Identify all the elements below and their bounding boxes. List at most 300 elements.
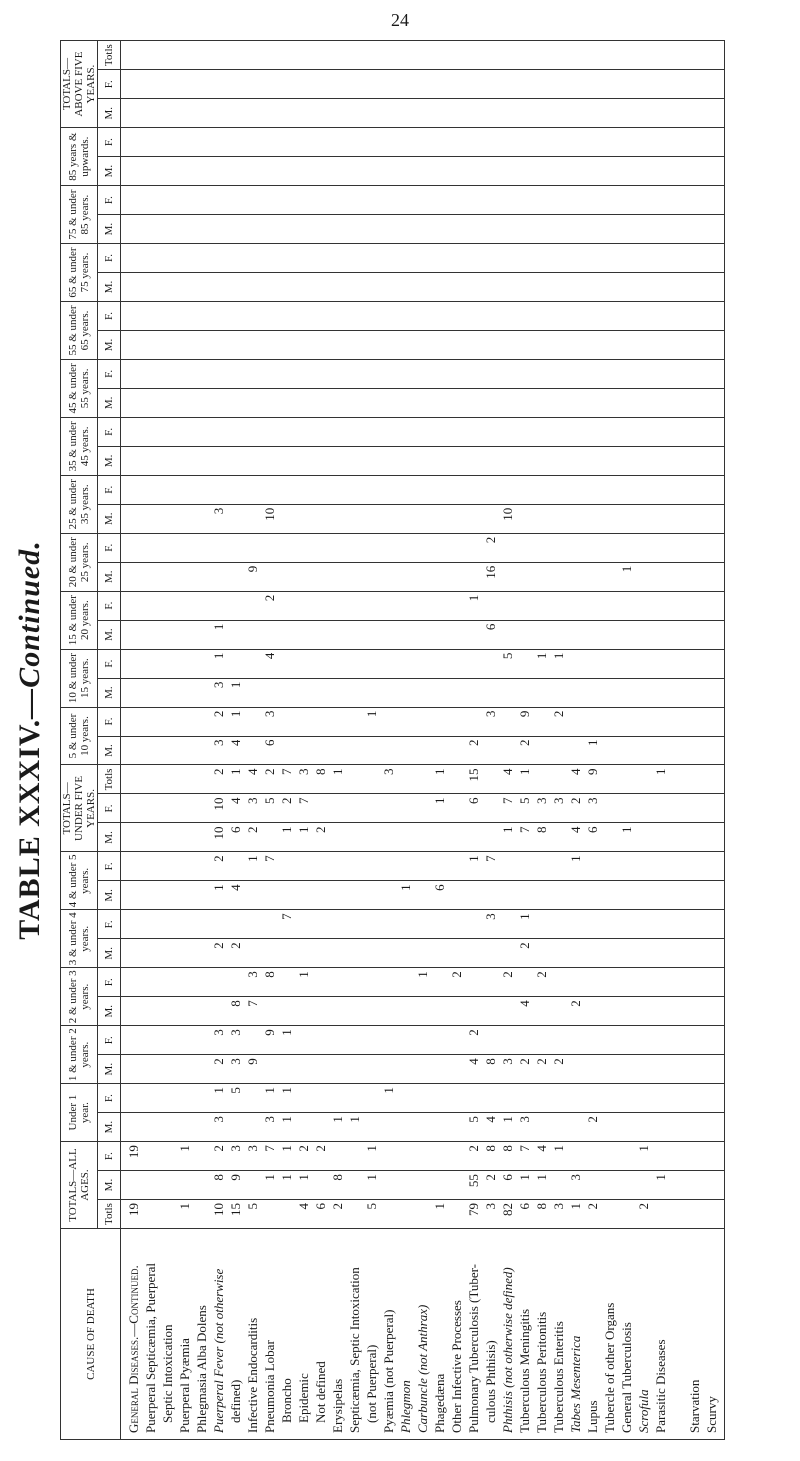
value-cell	[567, 1087, 584, 1109]
value-cell	[431, 711, 448, 733]
value-cell	[686, 913, 703, 935]
value-cell	[516, 305, 533, 327]
value-cell	[380, 971, 397, 993]
value-cell	[329, 826, 346, 848]
value-cell	[618, 334, 635, 356]
value-cell	[550, 479, 567, 501]
value-cell	[159, 769, 176, 791]
value-cell	[397, 247, 414, 269]
value-cell: 2	[517, 942, 532, 949]
value-column	[121, 1142, 725, 1171]
value-cell	[125, 595, 142, 617]
value-cell	[601, 1087, 618, 1109]
value-cell	[363, 102, 380, 124]
value-cell	[397, 653, 414, 675]
value-cell: 8	[262, 971, 277, 978]
value-cell	[703, 769, 720, 791]
value-column	[121, 533, 725, 562]
value-cell	[601, 44, 618, 66]
value-cell	[533, 884, 550, 906]
value-cell	[193, 1058, 210, 1080]
cause-row-label: Not defined	[313, 1361, 328, 1423]
value-cell	[244, 913, 261, 935]
value-cell	[414, 160, 431, 182]
value-cell	[448, 102, 465, 124]
value-cell: 2	[228, 942, 243, 949]
value-cell	[635, 131, 652, 153]
value-cell	[363, 1116, 380, 1138]
value-cell: 1	[296, 826, 311, 833]
value-cell	[533, 218, 550, 240]
table-header	[61, 41, 121, 1440]
value-cell	[142, 334, 159, 356]
value-cell	[703, 334, 720, 356]
value-cell	[567, 1058, 584, 1080]
value-cell	[516, 971, 533, 993]
value-cell	[567, 913, 584, 935]
value-cell	[669, 508, 686, 530]
value-cell	[448, 769, 465, 791]
cause-row-label: Phlegmasia Alba Dolens	[194, 1305, 209, 1433]
value-cell: 1	[296, 971, 311, 978]
value-cell	[397, 276, 414, 298]
cause-row-label: Phthisis (not otherwise defined)	[500, 1267, 515, 1433]
value-cell	[533, 73, 550, 95]
value-cell	[703, 1145, 720, 1167]
value-cell	[533, 305, 550, 327]
value-cell: 3	[381, 768, 396, 775]
value-cell	[193, 1116, 210, 1138]
value-cell	[533, 740, 550, 762]
value-cell	[567, 508, 584, 530]
age-group-header: 10 & under 15 years.	[61, 649, 98, 707]
value-cell: 1	[245, 855, 260, 862]
value-cell	[584, 450, 601, 472]
value-cell	[431, 653, 448, 675]
value-cell	[550, 826, 567, 848]
value-cell	[397, 942, 414, 964]
value-cell	[550, 1000, 567, 1022]
value-cell	[601, 1203, 618, 1225]
value-cell	[278, 971, 295, 993]
value-cell	[176, 44, 193, 66]
value-column	[121, 1084, 725, 1113]
value-cell	[414, 218, 431, 240]
value-cell	[278, 131, 295, 153]
value-cell	[159, 884, 176, 906]
value-cell	[176, 450, 193, 472]
value-cell	[652, 682, 669, 704]
value-cell	[516, 421, 533, 443]
value-cell	[550, 942, 567, 964]
value-cell	[652, 1145, 669, 1167]
value-cell	[414, 913, 431, 935]
value-cell	[397, 508, 414, 530]
value-cell	[635, 566, 652, 588]
value-cell	[193, 624, 210, 646]
value-cell	[363, 884, 380, 906]
value-cell	[686, 131, 703, 153]
value-cell: 2	[551, 1058, 566, 1065]
value-cell	[193, 276, 210, 298]
value-cell	[516, 537, 533, 559]
value-cell	[397, 826, 414, 848]
value-cell	[686, 595, 703, 617]
value-cell	[227, 624, 244, 646]
value-cell	[278, 595, 295, 617]
value-cell	[703, 566, 720, 588]
value-cell	[261, 276, 278, 298]
value-cell	[686, 624, 703, 646]
value-cell	[346, 508, 363, 530]
value-cell: 3	[211, 1116, 226, 1123]
value-column	[121, 330, 725, 359]
sex-subheader: F.	[98, 591, 121, 620]
value-cell	[227, 189, 244, 211]
value-cell	[193, 595, 210, 617]
value-cell	[159, 276, 176, 298]
value-cell	[227, 913, 244, 935]
value-cell	[635, 913, 652, 935]
value-cell	[227, 537, 244, 559]
value-cell	[159, 913, 176, 935]
value-cell: 9	[245, 1058, 260, 1065]
sex-subheader: Totls	[98, 1200, 121, 1229]
sex-subheader: M.	[98, 446, 121, 475]
value-cell	[414, 1029, 431, 1051]
value-cell	[346, 44, 363, 66]
value-cell	[669, 884, 686, 906]
value-cell: 55	[466, 1174, 481, 1188]
value-cell	[295, 1087, 312, 1109]
value-cell	[244, 508, 261, 530]
value-cell	[482, 305, 499, 327]
value-cell	[431, 913, 448, 935]
value-cell	[516, 363, 533, 385]
value-cell	[703, 450, 720, 472]
value-cell	[193, 1029, 210, 1051]
value-cell: 2	[534, 1058, 549, 1065]
value-cell	[329, 537, 346, 559]
value-cell	[397, 1000, 414, 1022]
value-cell	[567, 479, 584, 501]
value-cell	[686, 276, 703, 298]
value-cell	[125, 653, 142, 675]
value-cell	[669, 363, 686, 385]
value-cell	[635, 450, 652, 472]
value-cell	[380, 305, 397, 327]
value-cell	[193, 508, 210, 530]
value-cell	[465, 1000, 482, 1022]
value-cell	[448, 421, 465, 443]
value-cell	[159, 131, 176, 153]
value-cell	[142, 826, 159, 848]
value-cell	[397, 711, 414, 733]
age-group-header: 65 & under 75 years.	[61, 244, 98, 302]
value-cell	[686, 884, 703, 906]
value-cell	[329, 1029, 346, 1051]
value-cell	[669, 1203, 686, 1225]
value-cell	[550, 971, 567, 993]
value-cell	[669, 711, 686, 733]
value-cell	[584, 131, 601, 153]
value-cell	[601, 421, 618, 443]
cause-row-label: Phlegmon	[398, 1380, 413, 1433]
value-column	[121, 475, 725, 504]
value-cell: 2	[483, 536, 498, 544]
value-cell	[380, 392, 397, 414]
value-cell	[278, 305, 295, 327]
value-cell	[380, 131, 397, 153]
value-cell	[193, 160, 210, 182]
value-cell	[669, 797, 686, 819]
value-cell	[618, 131, 635, 153]
value-cell	[244, 1174, 261, 1196]
value-cell	[482, 102, 499, 124]
value-cell	[210, 218, 227, 240]
value-cell	[601, 740, 618, 762]
value-cell	[499, 392, 516, 414]
value-cell	[312, 1174, 329, 1196]
value-cell	[669, 826, 686, 848]
value-cell	[363, 189, 380, 211]
value-cell	[618, 537, 635, 559]
value-cell	[652, 508, 669, 530]
value-cell	[312, 711, 329, 733]
value-cell	[244, 392, 261, 414]
value-cell	[465, 218, 482, 240]
value-cell	[329, 450, 346, 472]
value-cell	[380, 826, 397, 848]
value-cell	[176, 189, 193, 211]
value-cell: 1	[279, 1174, 294, 1181]
value-cell	[652, 44, 669, 66]
value-cell: 79	[466, 1203, 481, 1217]
value-cell	[448, 711, 465, 733]
value-cell	[312, 508, 329, 530]
value-cell	[584, 711, 601, 733]
value-cell	[193, 913, 210, 935]
value-cell	[210, 479, 227, 501]
value-cell: 5	[245, 1203, 260, 1210]
value-cell	[193, 305, 210, 327]
value-cell	[601, 73, 618, 95]
value-cell	[142, 971, 159, 993]
value-column	[121, 707, 725, 736]
value-cell	[499, 73, 516, 95]
value-cell	[397, 1029, 414, 1051]
value-cell: 2	[500, 971, 515, 978]
value-cell	[142, 305, 159, 327]
value-cell	[329, 508, 346, 530]
sex-subheader: M.	[98, 215, 121, 244]
value-cell	[176, 334, 193, 356]
value-cell	[669, 971, 686, 993]
value-cell	[482, 1087, 499, 1109]
value-cell	[686, 1029, 703, 1051]
value-cell	[669, 566, 686, 588]
value-cell	[618, 1145, 635, 1167]
value-cell	[703, 247, 720, 269]
value-cell	[635, 189, 652, 211]
value-cell	[244, 1029, 261, 1051]
value-cell	[397, 392, 414, 414]
value-cell	[431, 624, 448, 646]
value-cell	[125, 797, 142, 819]
value-cell	[176, 479, 193, 501]
value-cell	[431, 479, 448, 501]
value-cell	[567, 942, 584, 964]
value-cell	[448, 44, 465, 66]
value-cell	[346, 73, 363, 95]
sex-subheader: F.	[98, 1026, 121, 1055]
value-cell	[465, 653, 482, 675]
value-cell	[669, 218, 686, 240]
value-cell	[448, 479, 465, 501]
value-cell	[482, 595, 499, 617]
value-cell	[278, 334, 295, 356]
value-cell	[533, 247, 550, 269]
value-cell	[193, 363, 210, 385]
value-cell	[397, 102, 414, 124]
value-cell: 2	[585, 1203, 600, 1210]
value-cell	[686, 305, 703, 327]
value-cell	[380, 537, 397, 559]
value-cell: 3	[228, 1029, 243, 1036]
value-cell	[397, 1145, 414, 1167]
value-cell	[346, 624, 363, 646]
value-cell	[125, 740, 142, 762]
value-cell	[584, 682, 601, 704]
value-cell	[499, 1000, 516, 1022]
value-cell	[244, 160, 261, 182]
value-cell	[210, 131, 227, 153]
value-cell	[703, 1203, 720, 1225]
value-cell	[363, 913, 380, 935]
value-cell	[499, 247, 516, 269]
value-cell: 5	[364, 1203, 379, 1210]
value-cell	[669, 855, 686, 877]
value-cell	[635, 884, 652, 906]
value-cell	[635, 1000, 652, 1022]
value-cell	[210, 189, 227, 211]
value-column	[121, 359, 725, 388]
value-cell	[397, 421, 414, 443]
value-cell	[550, 160, 567, 182]
value-cell	[244, 942, 261, 964]
age-group-header: TOTALS—ABOVE FIVE YEARS.	[61, 41, 98, 128]
value-cell	[295, 160, 312, 182]
value-cell: 2	[245, 826, 260, 833]
value-cell	[363, 537, 380, 559]
value-cell	[210, 421, 227, 443]
value-cell	[550, 276, 567, 298]
value-cell	[669, 1145, 686, 1167]
value-cell: 8	[330, 1174, 345, 1181]
value-cell	[584, 247, 601, 269]
value-cell	[244, 247, 261, 269]
value-cell	[686, 102, 703, 124]
value-cell: 2	[211, 1145, 226, 1152]
value-cell	[567, 421, 584, 443]
value-cell	[465, 305, 482, 327]
value-cell	[601, 566, 618, 588]
value-cell	[516, 682, 533, 704]
value-cell	[414, 682, 431, 704]
value-cell	[363, 1087, 380, 1109]
value-cell	[414, 595, 431, 617]
value-cell	[703, 740, 720, 762]
value-cell	[397, 797, 414, 819]
value-cell: 2	[211, 768, 226, 775]
value-cell: 1	[279, 1145, 294, 1152]
value-cell	[686, 740, 703, 762]
value-cell	[516, 392, 533, 414]
value-cell	[346, 479, 363, 501]
value-cell	[414, 392, 431, 414]
value-cell	[159, 797, 176, 819]
value-cell	[363, 1058, 380, 1080]
value-cell	[397, 682, 414, 704]
value-cell	[312, 653, 329, 675]
value-cell	[618, 769, 635, 791]
sex-subheader: F.	[98, 128, 121, 157]
value-cell	[533, 1087, 550, 1109]
value-cell: 2	[279, 797, 294, 804]
value-cell	[550, 595, 567, 617]
value-cell: 4	[534, 1145, 549, 1152]
value-cell	[193, 537, 210, 559]
value-cell	[465, 334, 482, 356]
value-column	[121, 968, 725, 997]
value-cell	[380, 247, 397, 269]
value-cell: 7	[279, 913, 294, 920]
value-cell	[601, 826, 618, 848]
value-cell	[346, 1000, 363, 1022]
value-cell	[363, 479, 380, 501]
value-cell	[295, 1116, 312, 1138]
value-cell	[414, 508, 431, 530]
value-cell	[193, 653, 210, 675]
value-cell	[448, 826, 465, 848]
value-cell	[601, 131, 618, 153]
value-cell	[210, 44, 227, 66]
value-cell	[499, 740, 516, 762]
value-cell: 1	[585, 739, 600, 747]
value-cell: 9	[245, 565, 260, 573]
value-cell	[329, 682, 346, 704]
value-cell	[669, 1029, 686, 1051]
value-cell	[499, 913, 516, 935]
value-cell: 2	[466, 1029, 481, 1036]
value-cell	[363, 508, 380, 530]
value-cell	[193, 942, 210, 964]
value-cell	[618, 913, 635, 935]
value-cell	[618, 421, 635, 443]
value-cell	[193, 1203, 210, 1225]
value-cell	[465, 537, 482, 559]
value-cell	[414, 131, 431, 153]
value-cell	[142, 942, 159, 964]
value-cell	[550, 1029, 567, 1051]
sex-subheader: M.	[98, 1055, 121, 1084]
value-cell	[159, 711, 176, 733]
value-cell: 8	[228, 1000, 243, 1007]
value-cell	[295, 218, 312, 240]
value-cell: 4	[568, 768, 583, 775]
value-cell	[533, 160, 550, 182]
value-cell	[261, 160, 278, 182]
